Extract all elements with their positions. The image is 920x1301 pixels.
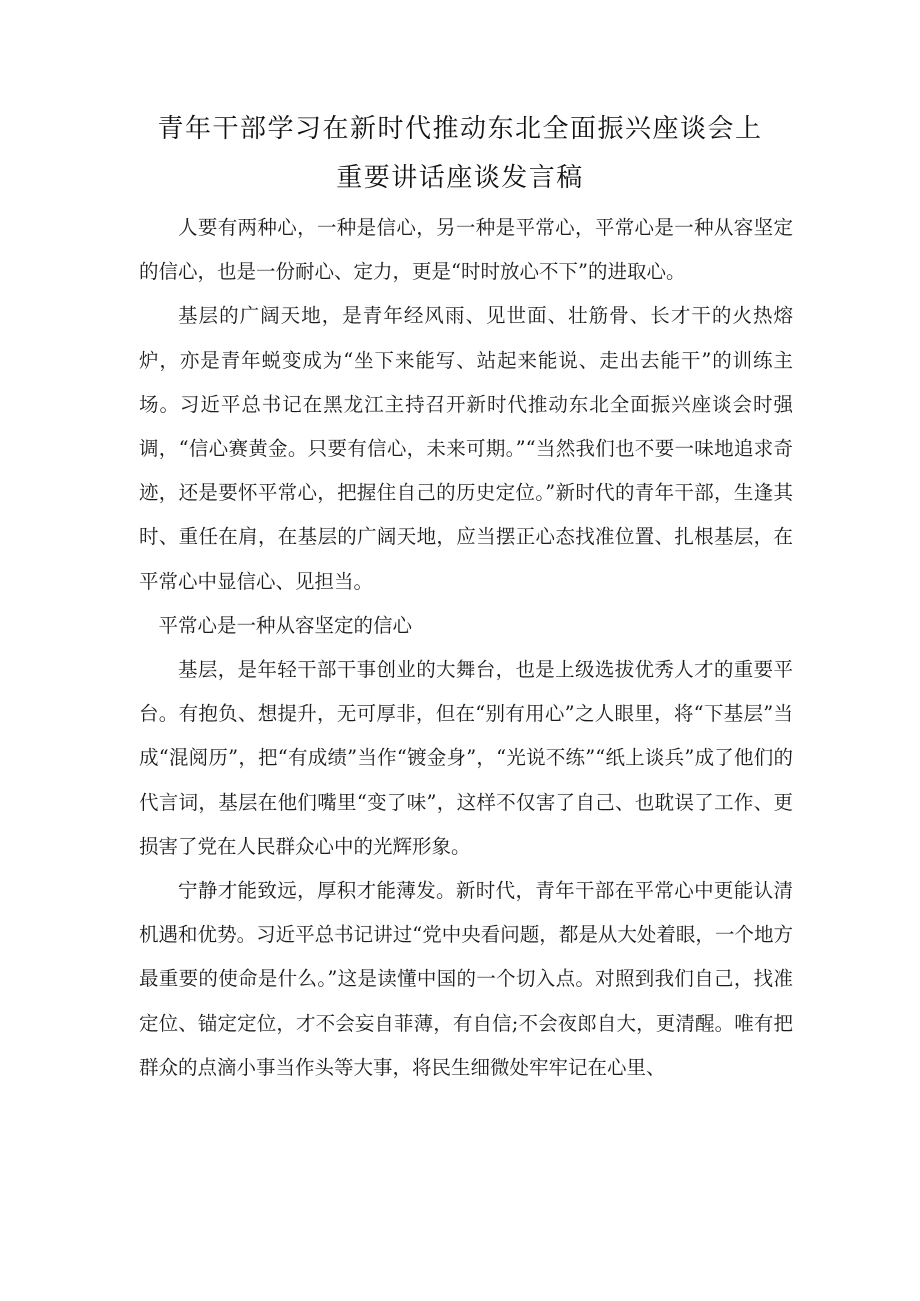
document-title bbox=[0, 105, 920, 203]
paragraph: 基层的广阔天地，是青年经风雨、见世面、壮筋骨、长才干的火热熔炉，亦是青年蜕变成为“坐下来能写、站起来能说、走出去能干”的训练主场。习近平总书记在黑龙江主持召开新时代推动东北全面振兴座谈会时强调，“信心赛黄金。只要有信心，未来可期。”“当然我们也不要一味地追求奇迹，还是要怀平常心，把握住自己的历史定位。”新时代的青年干部，生逢其时、重任在肩，在基层的广阔天地，应当摆正心态找准位置、扎根基层，在平常心中显信心、见担当。 bbox=[139, 304, 793, 593]
paragraph: 人要有两种心，一种是信心，另一种是平常心，平常心是一种从容坚定的信心，也是一份耐心、定力，更是“时时放心不下”的进取心。 bbox=[139, 216, 793, 284]
paragraph: 基层，是年轻干部干事创业的大舞台，也是上级选拔优秀人才的重要平台。有抱负、想提升，无可厚非，但在“别有用心”之人眼里，将“下基层”当成“混阅历”，把“有成绩”当作“镀金身”，“光说不练”“纸上谈兵”成了他们的代言词，基层在他们嘴里“变了味”，这样不仅害了自己、也耽误了工作、更损害了党在人民群众心中的光辉形象。 bbox=[139, 658, 793, 858]
paragraph: 宁静才能致远，厚积才能薄发。新时代，青年干部在平常心中更能认清机遇和优势。习近平总书记讲过“党中央看问题，都是从大处着眼，一个地方最重要的使命是什么。”这是读懂中国的一个切入点。对照到我们自己，找准定位、锚定定位，才不会妄自菲薄，有自信;不会夜郎自大，更清醒。唯有把群众的点滴小事当作头等大事，将民生细微处牢牢记在心里、 bbox=[139, 879, 793, 1079]
title-line-2: 重要讲话座谈发言稿 bbox=[336, 163, 584, 193]
section-heading: 平常心是一种从容坚定的信心 bbox=[158, 613, 413, 637]
document-body bbox=[139, 206, 793, 1090]
title-line-1: 青年干部学习在新时代推动东北全面振兴座谈会上 bbox=[157, 114, 763, 144]
